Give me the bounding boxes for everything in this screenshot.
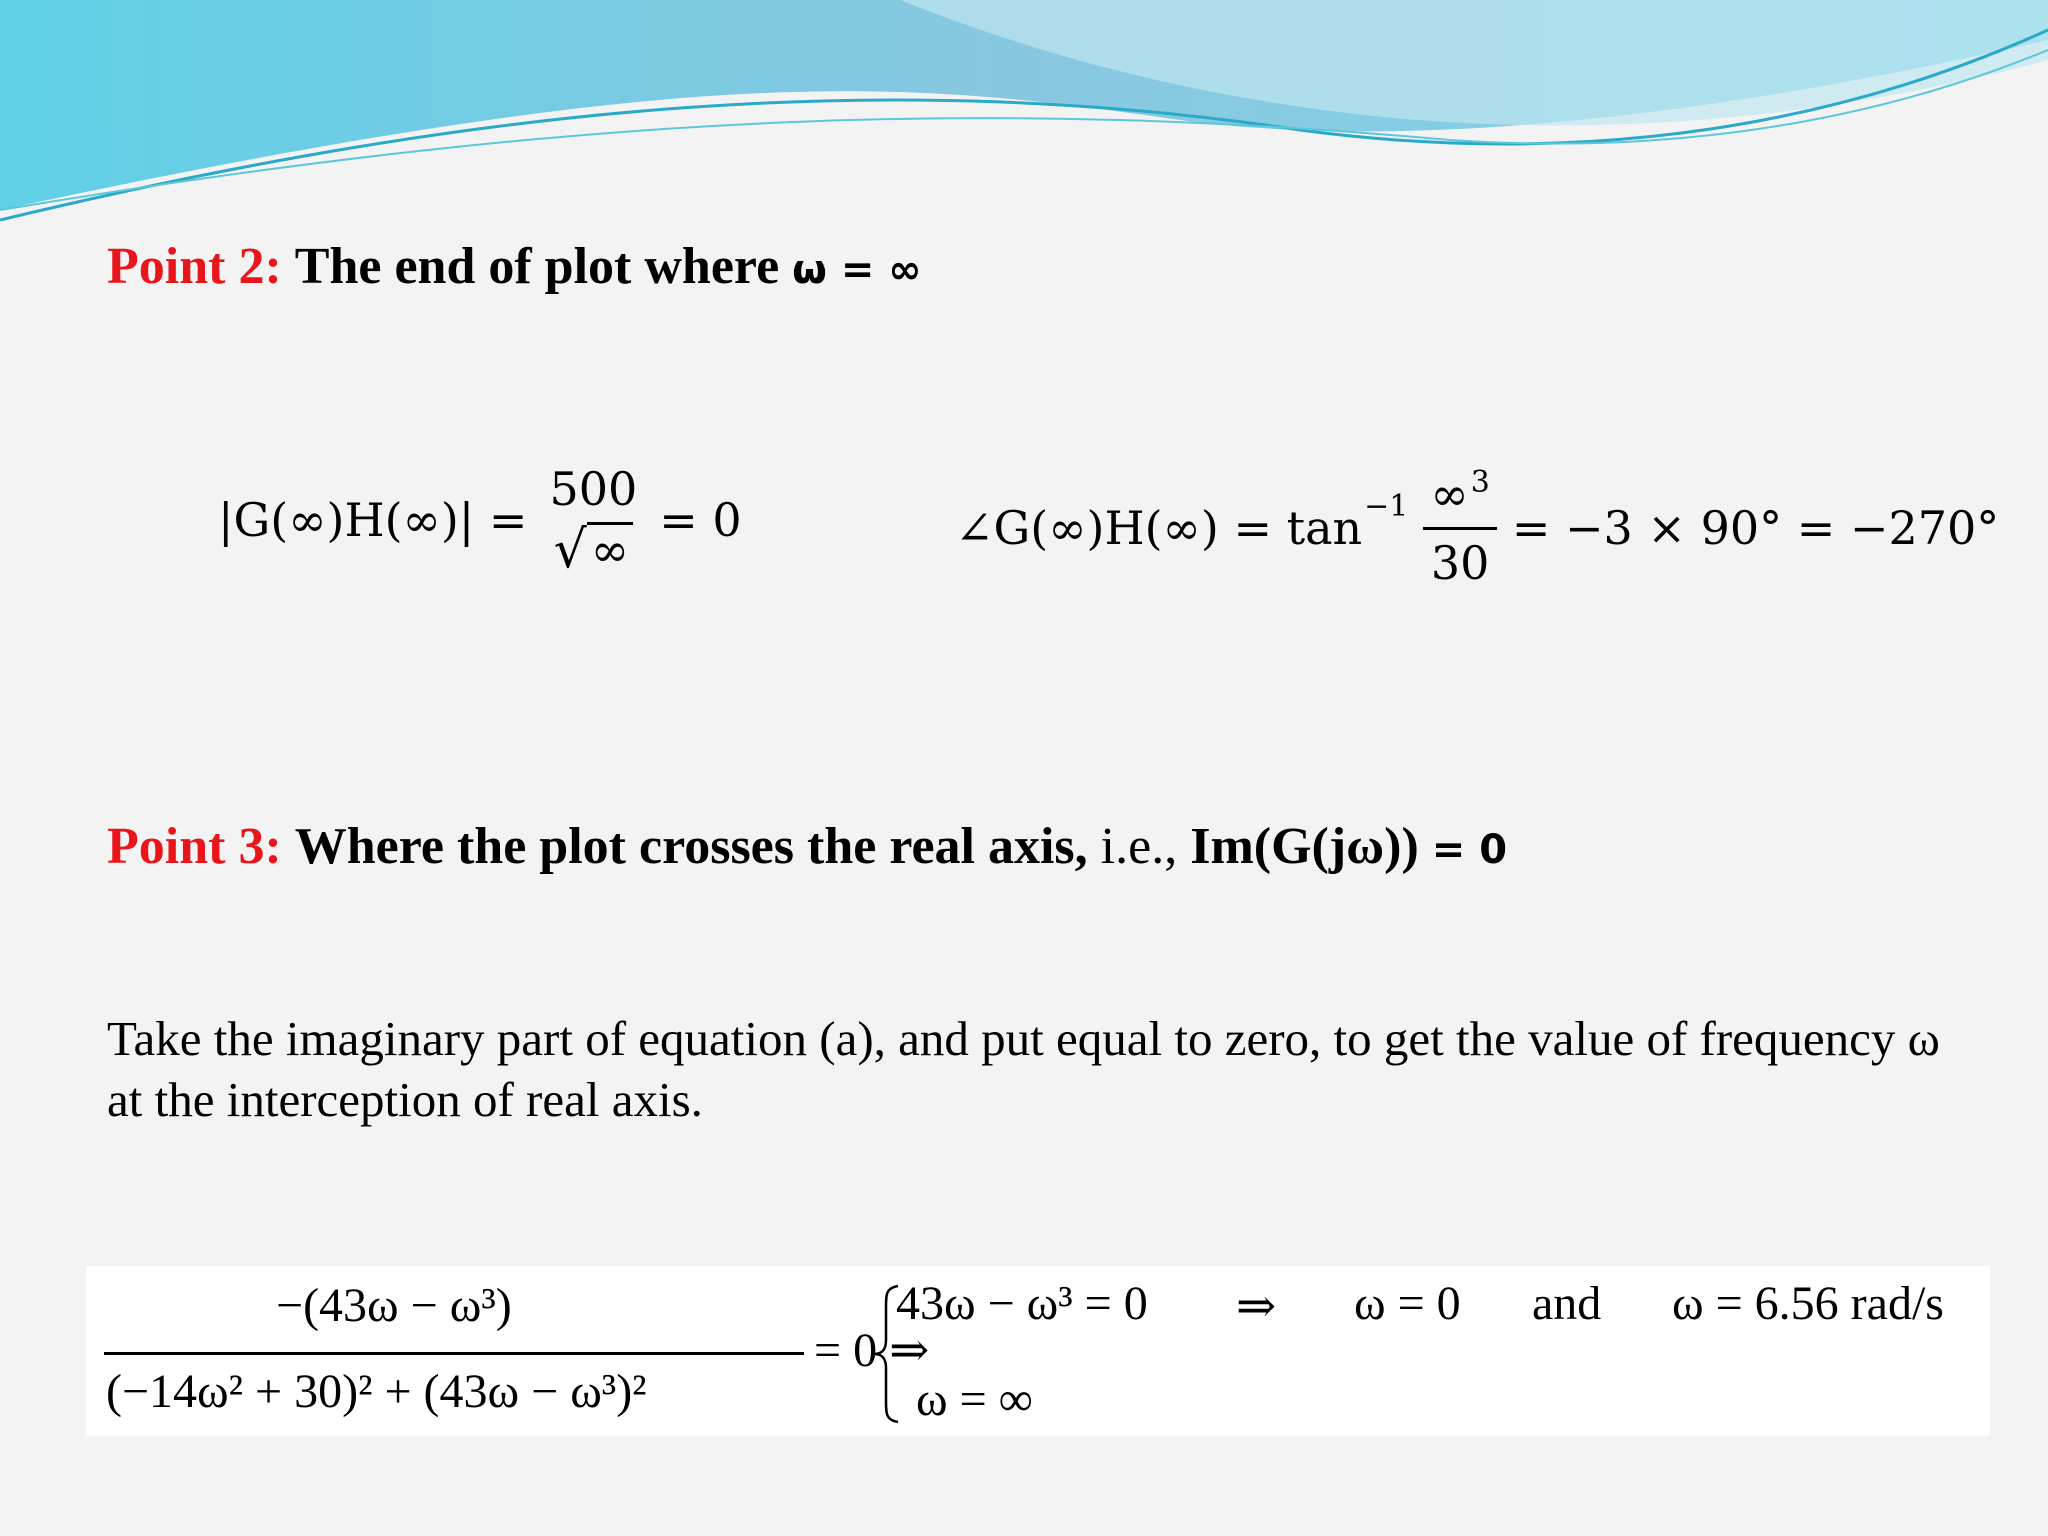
solution-1: ω = 0: [1354, 1277, 1461, 1330]
phase-exponent: −1: [1364, 488, 1409, 524]
point-3-ie: i.e.,: [1087, 818, 1191, 875]
magnitude-rhs: = 0: [659, 493, 742, 547]
magnitude-fraction: [541, 462, 645, 578]
fraction-bar: [104, 1352, 804, 1355]
case-1: 43ω − ω³ = 0: [896, 1277, 1148, 1330]
point-3-label: Point 3:: [107, 818, 282, 875]
magnitude-equation: [218, 450, 742, 590]
phase-rhs: = −3 × 90° = −270°: [1511, 501, 2000, 555]
header-wave-decoration: [0, 0, 2048, 240]
point-3-im: Im(G(jω)): [1190, 818, 1419, 875]
phase-fraction: [1422, 464, 1497, 590]
solution-2: ω = 6.56 rad/s: [1672, 1277, 1944, 1330]
equation-numerator: −(43ω − ω³): [276, 1279, 512, 1332]
equation-denominator: (−14ω² + 30)² + (43ω − ω³)²: [106, 1365, 647, 1418]
phase-numerator: ∞: [1430, 466, 1469, 521]
point-3-heading: [107, 816, 1507, 878]
magnitude-lhs: |G(∞)H(∞)| =: [218, 493, 528, 547]
point-3-text: Where the plot crosses the real axis,: [294, 818, 1088, 875]
point-2-heading: [107, 236, 922, 298]
sqrt-symbol: [553, 519, 633, 580]
phase-numerator-exponent: 3: [1470, 464, 1490, 500]
magnitude-numerator: 500: [549, 462, 638, 517]
case-2: ω = ∞: [916, 1373, 1033, 1426]
radical-sign: √: [553, 519, 587, 580]
point-2-label: Point 2:: [107, 238, 282, 295]
point-2-symbol: ω = ∞: [792, 247, 922, 293]
and-word: and: [1532, 1277, 1602, 1330]
phase-denominator: 30: [1423, 527, 1498, 590]
point-2-text: The end of plot where: [294, 238, 793, 295]
point-3-symbol: = 0: [1431, 827, 1508, 873]
phase-lhs: ∠G(∞)H(∞) = tan: [955, 501, 1363, 555]
phase-equation: [955, 458, 1999, 598]
explanation-paragraph: Take the imaginary part of equation (a), and put equal to zero, to get the value of frequency ω at the interception of real axis.: [107, 1011, 1940, 1127]
implies-arrow: ⇒: [1236, 1280, 1277, 1333]
magnitude-denominator: ∞: [587, 522, 633, 576]
equals-zero-implies: = 0 ⇒: [814, 1324, 930, 1377]
imaginary-part-equation: [86, 1266, 1990, 1436]
